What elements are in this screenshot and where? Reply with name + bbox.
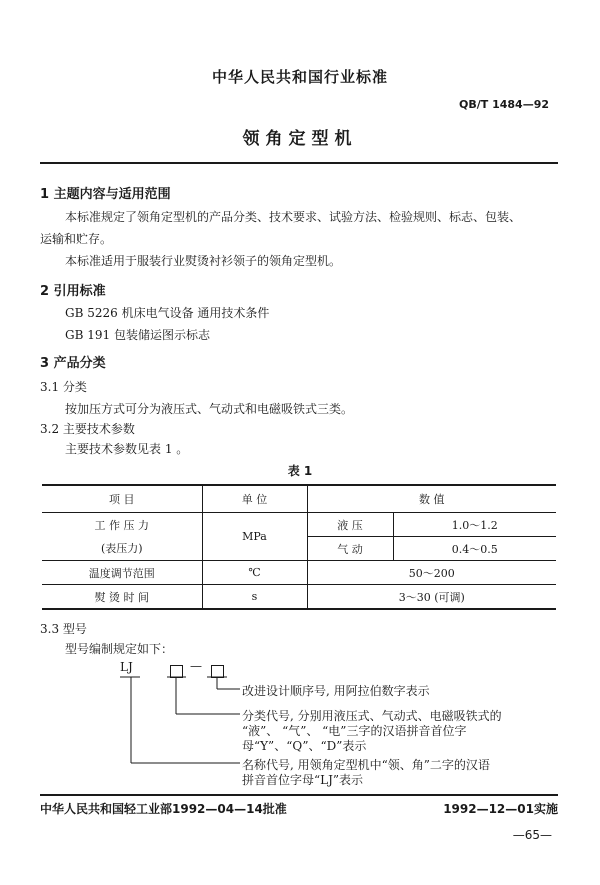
section-3-2-text: 主要技术参数见表 1 。: [65, 442, 189, 456]
row-value: 3～30 (可调): [307, 585, 556, 610]
section-2-heading: 2 引用标准: [40, 284, 106, 299]
section-3-1-heading: 3.1 分类: [40, 380, 87, 394]
effective-date: 1992—12—01实施: [443, 802, 558, 816]
section-3-3-text: 型号编制规定如下：: [65, 642, 174, 656]
row-item: 熨 烫 时 间: [42, 585, 202, 610]
row-item: 温度调节范围: [42, 561, 202, 585]
row-unit: ℃: [202, 561, 307, 585]
standard-title: 中华人民共和国行业标准: [211, 68, 388, 86]
model-code-desc-revision: 改进设计顺序号, 用阿拉伯数字表示: [242, 684, 430, 698]
section-3-2-heading: 3.2 主要技术参数: [40, 422, 135, 436]
section-3-3-heading: 3.3 型号: [40, 622, 87, 636]
row-item: (表压力): [42, 537, 202, 561]
row-type: 气 动: [307, 537, 393, 561]
header-item: 项 目: [42, 485, 202, 513]
model-code-desc-name-line-1: 名称代号, 用领角定型机中“领、角”二字的汉语: [242, 758, 490, 772]
document-title: 领角定型机: [242, 129, 358, 149]
section-3-heading: 3 产品分类: [40, 356, 106, 371]
model-code-desc-name-line-2: 拼音首位字母“LJ”表示: [242, 773, 364, 787]
model-code-dash: —: [190, 659, 202, 673]
row-value: 0.4～0.5: [393, 537, 556, 561]
model-code-desc-category-line-1: 分类代号, 分别用液压式、气动式、电磁吸铁式的: [242, 709, 502, 723]
approval-line: 中华人民共和国轻工业部1992—04—14批准: [40, 802, 287, 816]
section-1-paragraph-2: 本标准适用于服装行业熨烫衬衫领子的领角定型机。: [65, 254, 342, 268]
row-unit: s: [202, 585, 307, 610]
section-1-paragraph-1-line-2: 运输和贮存。: [40, 232, 113, 246]
row-value: 50～200: [307, 561, 556, 585]
model-code-desc-category-line-2: “液”、 “气”、 “电”三字的汉语拼音首位字: [242, 724, 467, 738]
standard-code: QB/T 1484—92: [459, 98, 550, 111]
section-3-1-text: 按加压方式可分为液压式、气动式和电磁吸铁式三类。: [65, 402, 354, 416]
reference-gb5226: GB 5226 机床电气设备 通用技术条件: [65, 306, 270, 320]
section-1-paragraph-1-line-1: 本标准规定了领角定型机的产品分类、技术要求、试验方法、检验规则、标志、包装、: [65, 210, 522, 224]
table-caption: 表 1: [287, 464, 313, 478]
footer-rule: [40, 794, 558, 796]
model-code-prefix: LJ: [120, 660, 133, 674]
page-number: —65—: [512, 828, 552, 842]
row-unit: MPa: [202, 513, 307, 561]
header-value: 数 值: [307, 485, 556, 513]
model-code-desc-category-line-3: 母“Y”、“Q”、“D”表示: [242, 739, 367, 753]
row-value: 1.0～1.2: [393, 513, 556, 537]
header-unit: 单 位: [202, 485, 307, 513]
reference-gb191: GB 191 包装储运图示标志: [65, 328, 210, 342]
row-item: 工 作 压 力: [42, 513, 202, 537]
section-1-heading: 1 主题内容与适用范围: [40, 187, 171, 202]
row-type: 液 压: [307, 513, 393, 537]
